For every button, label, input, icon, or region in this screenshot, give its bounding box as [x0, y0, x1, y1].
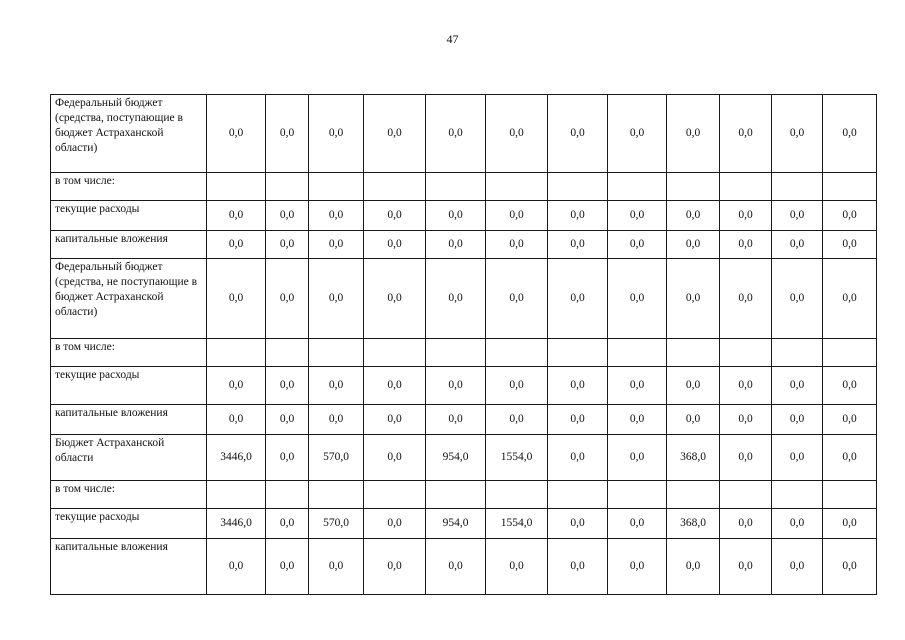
- table-cell: 0,0: [720, 435, 772, 481]
- table-cell: 0,0: [720, 259, 772, 339]
- table-cell: 0,0: [823, 435, 877, 481]
- table-cell: 0,0: [667, 405, 720, 435]
- table-cell: [426, 339, 486, 367]
- table-cell: 0,0: [426, 539, 486, 595]
- table-cell: 0,0: [364, 231, 426, 259]
- table-cell: 0,0: [266, 405, 309, 435]
- row-label: Бюджет Астраханской области: [51, 435, 207, 481]
- table-cell: 0,0: [772, 539, 823, 595]
- table-cell: 0,0: [364, 367, 426, 405]
- table-row: [51, 509, 877, 539]
- table-cell: 0,0: [667, 95, 720, 173]
- table-cell: 0,0: [823, 405, 877, 435]
- row-label: капитальные вложения: [51, 405, 207, 435]
- table-cell: 0,0: [720, 231, 772, 259]
- row-label: в том числе:: [51, 173, 207, 201]
- table-cell: 0,0: [266, 259, 309, 339]
- table-cell: 0,0: [667, 539, 720, 595]
- table-cell: 0,0: [667, 259, 720, 339]
- table-cell: [207, 339, 266, 367]
- table-cell: 0,0: [548, 435, 608, 481]
- table-cell: [266, 481, 309, 509]
- table-cell: [486, 173, 548, 201]
- table-cell: 0,0: [266, 539, 309, 595]
- table-cell: 1554,0: [486, 509, 548, 539]
- table-cell: 0,0: [309, 405, 364, 435]
- table-cell: 0,0: [486, 539, 548, 595]
- table-cell: 0,0: [608, 231, 667, 259]
- table-cell: 0,0: [207, 95, 266, 173]
- table-cell: [266, 173, 309, 201]
- table-row: [51, 405, 877, 435]
- row-label: текущие расходы: [51, 201, 207, 231]
- table-cell: 0,0: [608, 405, 667, 435]
- table-cell: 0,0: [720, 367, 772, 405]
- table-cell: [608, 173, 667, 201]
- table-cell: 954,0: [426, 509, 486, 539]
- table-cell: 0,0: [548, 539, 608, 595]
- table-cell: [364, 173, 426, 201]
- table-cell: 368,0: [667, 509, 720, 539]
- table-cell: 0,0: [772, 95, 823, 173]
- table-cell: [486, 339, 548, 367]
- table-cell: [823, 481, 877, 509]
- table-cell: 0,0: [608, 95, 667, 173]
- table-cell: [772, 339, 823, 367]
- table-cell: 0,0: [823, 231, 877, 259]
- table-cell: 0,0: [266, 509, 309, 539]
- table-cell: 0,0: [426, 231, 486, 259]
- table-cell: [823, 339, 877, 367]
- table-cell: [207, 481, 266, 509]
- table-cell: 0,0: [720, 539, 772, 595]
- table-cell: [823, 173, 877, 201]
- table-cell: [772, 481, 823, 509]
- table-cell: 0,0: [266, 231, 309, 259]
- budget-table: [50, 94, 877, 595]
- table-cell: 0,0: [720, 509, 772, 539]
- table-cell: [364, 339, 426, 367]
- row-label: капитальные вложения: [51, 539, 207, 595]
- table-cell: [548, 173, 608, 201]
- table-cell: [720, 481, 772, 509]
- table-cell: 0,0: [823, 539, 877, 595]
- table-cell: 0,0: [720, 95, 772, 173]
- table-cell: [309, 339, 364, 367]
- table-cell: 0,0: [608, 539, 667, 595]
- table-cell: 0,0: [772, 201, 823, 231]
- table-cell: 0,0: [548, 201, 608, 231]
- table-cell: 954,0: [426, 435, 486, 481]
- table-cell: [667, 481, 720, 509]
- table-cell: [426, 481, 486, 509]
- table-cell: 0,0: [207, 539, 266, 595]
- table-cell: 0,0: [608, 509, 667, 539]
- table-cell: 0,0: [426, 367, 486, 405]
- table-cell: [608, 481, 667, 509]
- table-cell: 0,0: [823, 201, 877, 231]
- table-cell: [426, 173, 486, 201]
- table-cell: [720, 173, 772, 201]
- table-row: [51, 481, 877, 509]
- row-label: в том числе:: [51, 481, 207, 509]
- table-cell: 0,0: [207, 231, 266, 259]
- table-cell: 0,0: [364, 405, 426, 435]
- table-cell: [720, 339, 772, 367]
- table-cell: 0,0: [823, 95, 877, 173]
- table-cell: 0,0: [309, 367, 364, 405]
- table-row: [51, 435, 877, 481]
- table-cell: 0,0: [364, 95, 426, 173]
- table-cell: 0,0: [486, 231, 548, 259]
- table-cell: 0,0: [772, 435, 823, 481]
- table-cell: [608, 339, 667, 367]
- table-cell: 0,0: [266, 367, 309, 405]
- table-cell: 0,0: [772, 231, 823, 259]
- table-cell: 0,0: [266, 201, 309, 231]
- table-row: [51, 231, 877, 259]
- table-row: [51, 367, 877, 405]
- table-row: [51, 539, 877, 595]
- table-cell: 0,0: [608, 259, 667, 339]
- table-cell: 0,0: [486, 259, 548, 339]
- table-cell: 0,0: [608, 435, 667, 481]
- table-cell: 0,0: [364, 435, 426, 481]
- table-cell: 0,0: [486, 201, 548, 231]
- table-cell: 0,0: [486, 405, 548, 435]
- table-cell: [266, 339, 309, 367]
- table-cell: 0,0: [667, 231, 720, 259]
- table-cell: 0,0: [364, 539, 426, 595]
- table-cell: [548, 339, 608, 367]
- table-cell: 0,0: [548, 405, 608, 435]
- table-cell: 0,0: [823, 509, 877, 539]
- table-row: [51, 339, 877, 367]
- table-cell: 0,0: [426, 259, 486, 339]
- table-cell: 0,0: [486, 367, 548, 405]
- row-label: Федеральный бюджет (средства, не поступающие в бюджет Астраханской области): [51, 259, 207, 339]
- table-cell: 0,0: [364, 201, 426, 231]
- table-cell: 0,0: [309, 539, 364, 595]
- table-row: [51, 173, 877, 201]
- table-cell: [667, 173, 720, 201]
- table-cell: 0,0: [667, 367, 720, 405]
- table-cell: [486, 481, 548, 509]
- table-cell: 0,0: [548, 231, 608, 259]
- page-number: 47: [446, 32, 459, 46]
- table-cell: 0,0: [548, 259, 608, 339]
- table-cell: 0,0: [608, 201, 667, 231]
- table-cell: 3446,0: [207, 435, 266, 481]
- table-row: [51, 259, 877, 339]
- table-cell: 570,0: [309, 435, 364, 481]
- table-cell: 0,0: [309, 95, 364, 173]
- table-cell: [548, 481, 608, 509]
- table-cell: [364, 481, 426, 509]
- table-row: [51, 201, 877, 231]
- table-cell: 0,0: [486, 95, 548, 173]
- table-cell: 0,0: [720, 405, 772, 435]
- table-cell: [309, 173, 364, 201]
- table-cell: 1554,0: [486, 435, 548, 481]
- table-cell: [309, 481, 364, 509]
- table-cell: 0,0: [309, 201, 364, 231]
- row-label: текущие расходы: [51, 509, 207, 539]
- table-cell: 0,0: [426, 95, 486, 173]
- table-cell: [207, 173, 266, 201]
- table-cell: 0,0: [309, 259, 364, 339]
- table-cell: 0,0: [772, 509, 823, 539]
- table-cell: 0,0: [772, 367, 823, 405]
- table-cell: 0,0: [426, 405, 486, 435]
- table-cell: 0,0: [548, 367, 608, 405]
- table-cell: 368,0: [667, 435, 720, 481]
- table-cell: 0,0: [608, 367, 667, 405]
- table-row: [51, 95, 877, 173]
- table-cell: 0,0: [772, 259, 823, 339]
- table-cell: 0,0: [207, 367, 266, 405]
- table-cell: 0,0: [364, 509, 426, 539]
- table-cell: [667, 339, 720, 367]
- row-label: в том числе:: [51, 339, 207, 367]
- table-cell: 0,0: [266, 95, 309, 173]
- table-cell: 0,0: [207, 201, 266, 231]
- table-cell: 0,0: [207, 259, 266, 339]
- table-cell: 3446,0: [207, 509, 266, 539]
- table-cell: 0,0: [823, 367, 877, 405]
- row-label: капитальные вложения: [51, 231, 207, 259]
- row-label: Федеральный бюджет (средства, поступающие в бюджет Астраханской области): [51, 95, 207, 173]
- row-label: текущие расходы: [51, 367, 207, 405]
- table-cell: 0,0: [266, 435, 309, 481]
- table-cell: 0,0: [309, 231, 364, 259]
- table-cell: 570,0: [309, 509, 364, 539]
- table-cell: 0,0: [667, 201, 720, 231]
- table-cell: 0,0: [426, 201, 486, 231]
- table-cell: 0,0: [772, 405, 823, 435]
- table-cell: 0,0: [720, 201, 772, 231]
- table-cell: 0,0: [364, 259, 426, 339]
- table-cell: 0,0: [548, 509, 608, 539]
- table-cell: 0,0: [207, 405, 266, 435]
- table-cell: [772, 173, 823, 201]
- table-cell: 0,0: [823, 259, 877, 339]
- table-cell: 0,0: [548, 95, 608, 173]
